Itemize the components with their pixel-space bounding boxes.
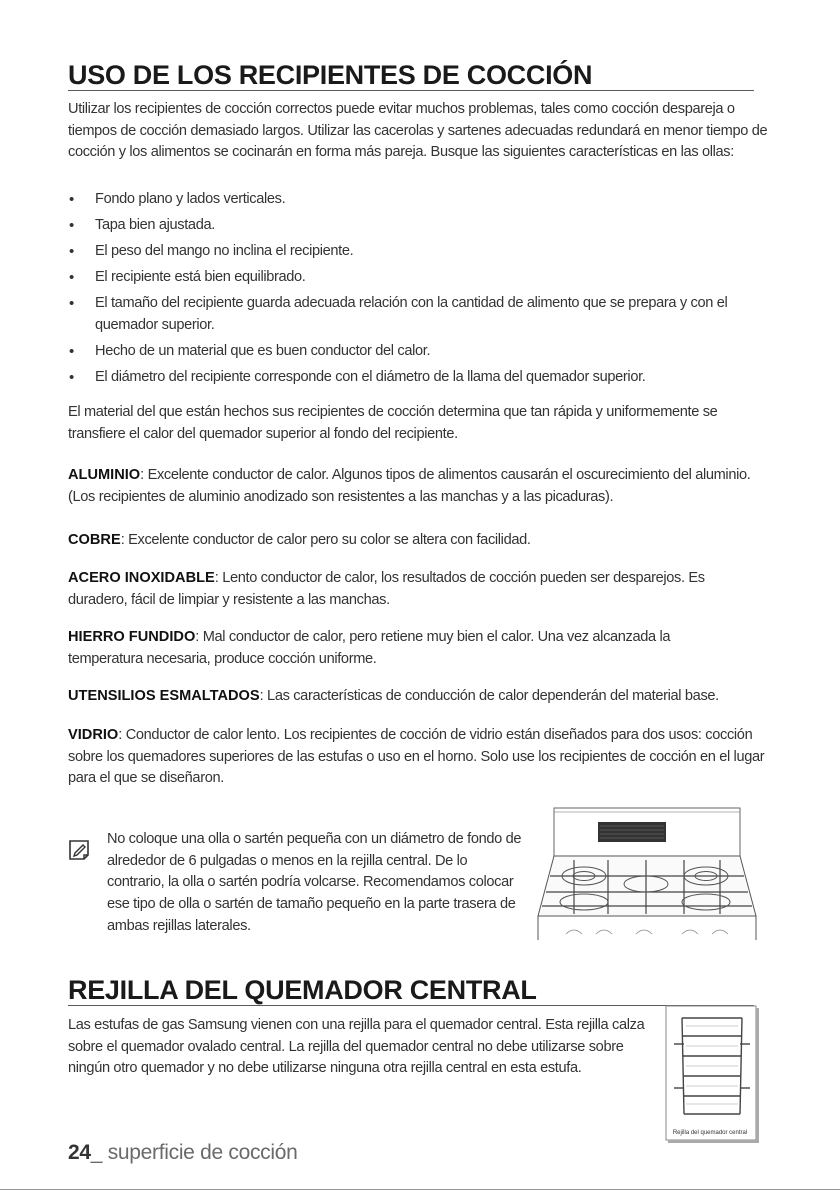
list-item: • El peso del mango no inclina el recipiente. — [68, 241, 758, 263]
material-term: UTENSILIOS ESMALTADOS — [68, 688, 260, 704]
material-cobre: COBRE: Excelente conductor de calor pero su color se altera con facilidad. — [68, 532, 531, 548]
list-item: • El recipiente está bien equilibrado. — [68, 267, 758, 289]
stove-cooktop-illustration — [536, 806, 758, 940]
material-term: ACERO INOXIDABLE — [68, 570, 215, 586]
footer-section-name: superficie de cocción — [107, 1141, 298, 1164]
intro-paragraph: Utilizar los recipientes de cocción correctos puede evitar muchos problemas, tales como cocción despareja o tiempos de cocción demasiado largos. Utilizar las cacerolas y sartenes adecuadas redundará en menor tiempo de cocción y los alimentos se cocinarán en forma más pareja. Busque las siguientes características en las ollas: — [68, 101, 768, 161]
material-vidrio: VIDRIO: Conductor de calor lento. Los recipientes de cocción de vidrio están diseñados para dos usos: cocción sobre los quemadores superiores de las estufas o uso en el horno. Solo use los recipientes de cocción en el lugar para el que se diseñaron. — [68, 727, 765, 787]
list-item: • Tapa bien ajustada. — [68, 215, 758, 237]
note-text: No coloque una olla o sartén pequeña con un diámetro de fondo de alrededor de 6 pulgadas o menos en la rejilla central. De lo contrario, la olla o sartén podría volcarse. Recomendamos colocar ese tipo de olla o sartén de tamaño pequeño en la parte trasera de ambas rejillas laterales. — [107, 831, 522, 934]
section-title-cookware: USO DE LOS RECIPIENTES DE COCCIÓN — [68, 60, 593, 90]
page-footer — [68, 1141, 298, 1165]
center-grate-illustration — [664, 1004, 760, 1144]
material-term: ALUMINIO — [68, 467, 141, 483]
material-description: Excelente conductor de calor pero su color se altera con facilidad. — [128, 532, 531, 548]
material-description: Conductor de calor lento. Los recipientes de cocción de vidrio están diseñados para dos usos: cocción sobre los quemadores superiores de las estufas o uso en el horno. Solo use los recipientes de cocción en el lugar para el que se diseñaron. — [68, 727, 765, 787]
material-description: Las características de conducción de calor dependerán del material base. — [267, 688, 719, 704]
list-item: • El tamaño del recipiente guarda adecuada relación con la cantidad de alimento que se prepara y con el quemador superior. — [68, 293, 758, 336]
section-title-center-grate: REJILLA DEL QUEMADOR CENTRAL — [68, 975, 537, 1005]
material-acero-inoxidable: ACERO INOXIDABLE: Lento conductor de calor, los resultados de cocción pueden ser desparejos. Es duradero, fácil de limpiar y resistente a las manchas. — [68, 570, 705, 608]
material-term: HIERRO FUNDIDO — [68, 629, 196, 645]
material-aluminio: ALUMINIO: Excelente conductor de calor. Algunos tipos de alimentos causarán el oscurecimiento del aluminio. (Los recipientes de aluminio anodizado son resistentes a las manchas y a las picaduras). — [68, 467, 751, 505]
list-item: • El diámetro del recipiente corresponde con el diámetro de la llama del quemador superior. — [68, 367, 758, 389]
title-underline — [68, 90, 754, 91]
material-term: COBRE — [68, 532, 121, 548]
material-description: Mal conductor de calor, pero retiene muy bien el calor. Una vez alcanzada la temperatura necesaria, produce cocción uniforme. — [68, 629, 671, 667]
list-item: • Hecho de un material que es buen conductor del calor. — [68, 341, 758, 363]
footer-separator: _ — [90, 1141, 108, 1164]
center-grate-paragraph: Las estufas de gas Samsung vienen con una rejilla para el quemador central. Esta rejilla calza sobre el quemador ovalado central. La rejilla del quemador central no debe utilizarse sobre ningún otro quemador y no debe utilizarse ninguna otra rejilla central en esta estufa. — [68, 1017, 645, 1077]
page-number: 24 — [68, 1141, 91, 1164]
cookware-characteristics-list — [68, 189, 758, 393]
bottom-border — [0, 1189, 840, 1190]
material-paragraph: El material del que están hechos sus recipientes de cocción determina que tan rápida y uniformemente se transfiere el calor del quemador superior al fondo del recipiente. — [68, 404, 718, 442]
note-pencil-icon — [68, 839, 92, 861]
material-description: Lento conductor de calor, los resultados de cocción pueden ser desparejos. Es duradero, fácil de limpiar y resistente a las manchas. — [68, 570, 705, 608]
material-description: Excelente conductor de calor. Algunos tipos de alimentos causarán el oscurecimiento del aluminio. (Los recipientes de aluminio anodizado son resistentes a las manchas y a las picaduras). — [68, 467, 751, 505]
grate-caption: Rejilla del quemador central — [672, 1130, 748, 1136]
title-underline — [68, 1005, 754, 1006]
material-hierro-fundido: HIERRO FUNDIDO: Mal conductor de calor, pero retiene muy bien el calor. Una vez alcanzada la temperatura necesaria, produce cocción uniforme. — [68, 629, 671, 667]
material-utensilios-esmaltados: UTENSILIOS ESMALTADOS: Las características de conducción de calor dependerán del material base. — [68, 688, 719, 704]
material-term: VIDRIO — [68, 727, 119, 743]
list-item: • Fondo plano y lados verticales. — [68, 189, 758, 211]
